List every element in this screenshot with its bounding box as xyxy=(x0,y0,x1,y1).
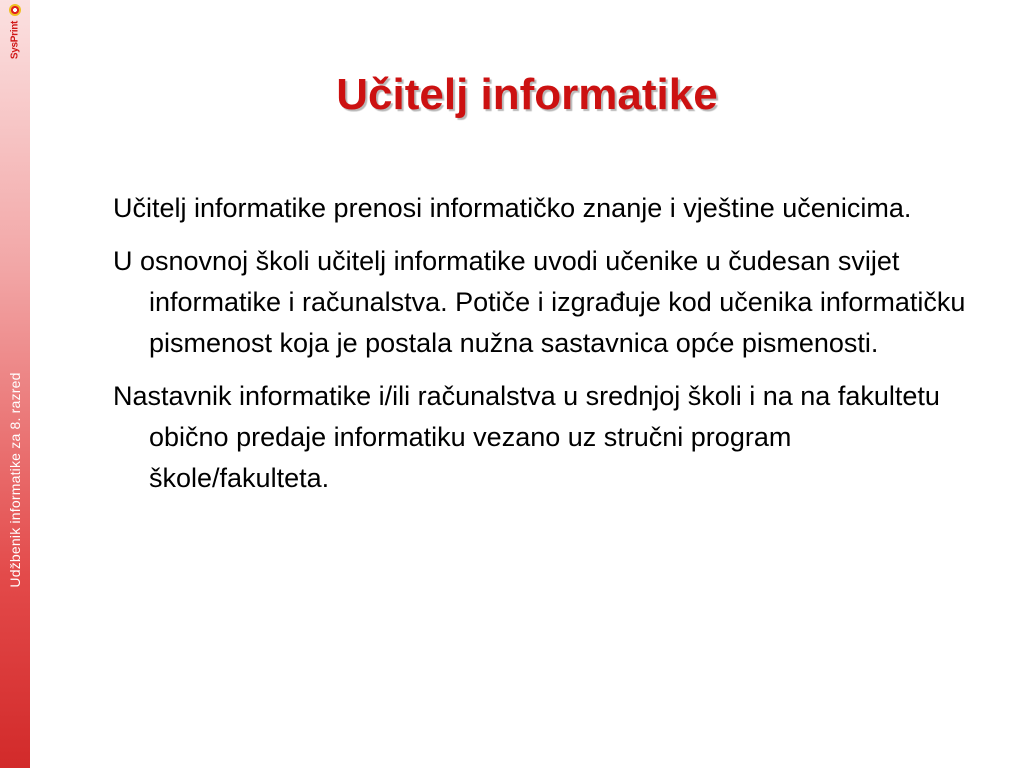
slide-title: Učitelj informatike xyxy=(336,70,718,119)
logo-circle-icon xyxy=(9,4,21,16)
sysprint-logo xyxy=(4,2,26,62)
paragraph-3: Nastavnik informatike i/ili računalstva u srednjoj školi i na na fakultetu obično predaje informatiku vezano uz stručni program škole/fakulteta. xyxy=(113,381,940,493)
logo-text: SysPrint xyxy=(9,20,21,60)
slide-body xyxy=(113,188,973,511)
paragraph-2: U osnovnoj školi učitelj informatike uvodi učenike u čudesan svijet informatike i računalstva. Potiče i izgrađuje kod učenika informatičku pismenost koja je postala nužna sastavnica opće pismenosti. xyxy=(113,246,966,358)
sidebar-vertical-label: Udžbenik informatike za 8. razred xyxy=(7,372,23,588)
sidebar-strip xyxy=(0,0,30,768)
paragraph-1: Učitelj informatike prenosi informatičko znanje i vještine učenicima. xyxy=(113,193,912,223)
